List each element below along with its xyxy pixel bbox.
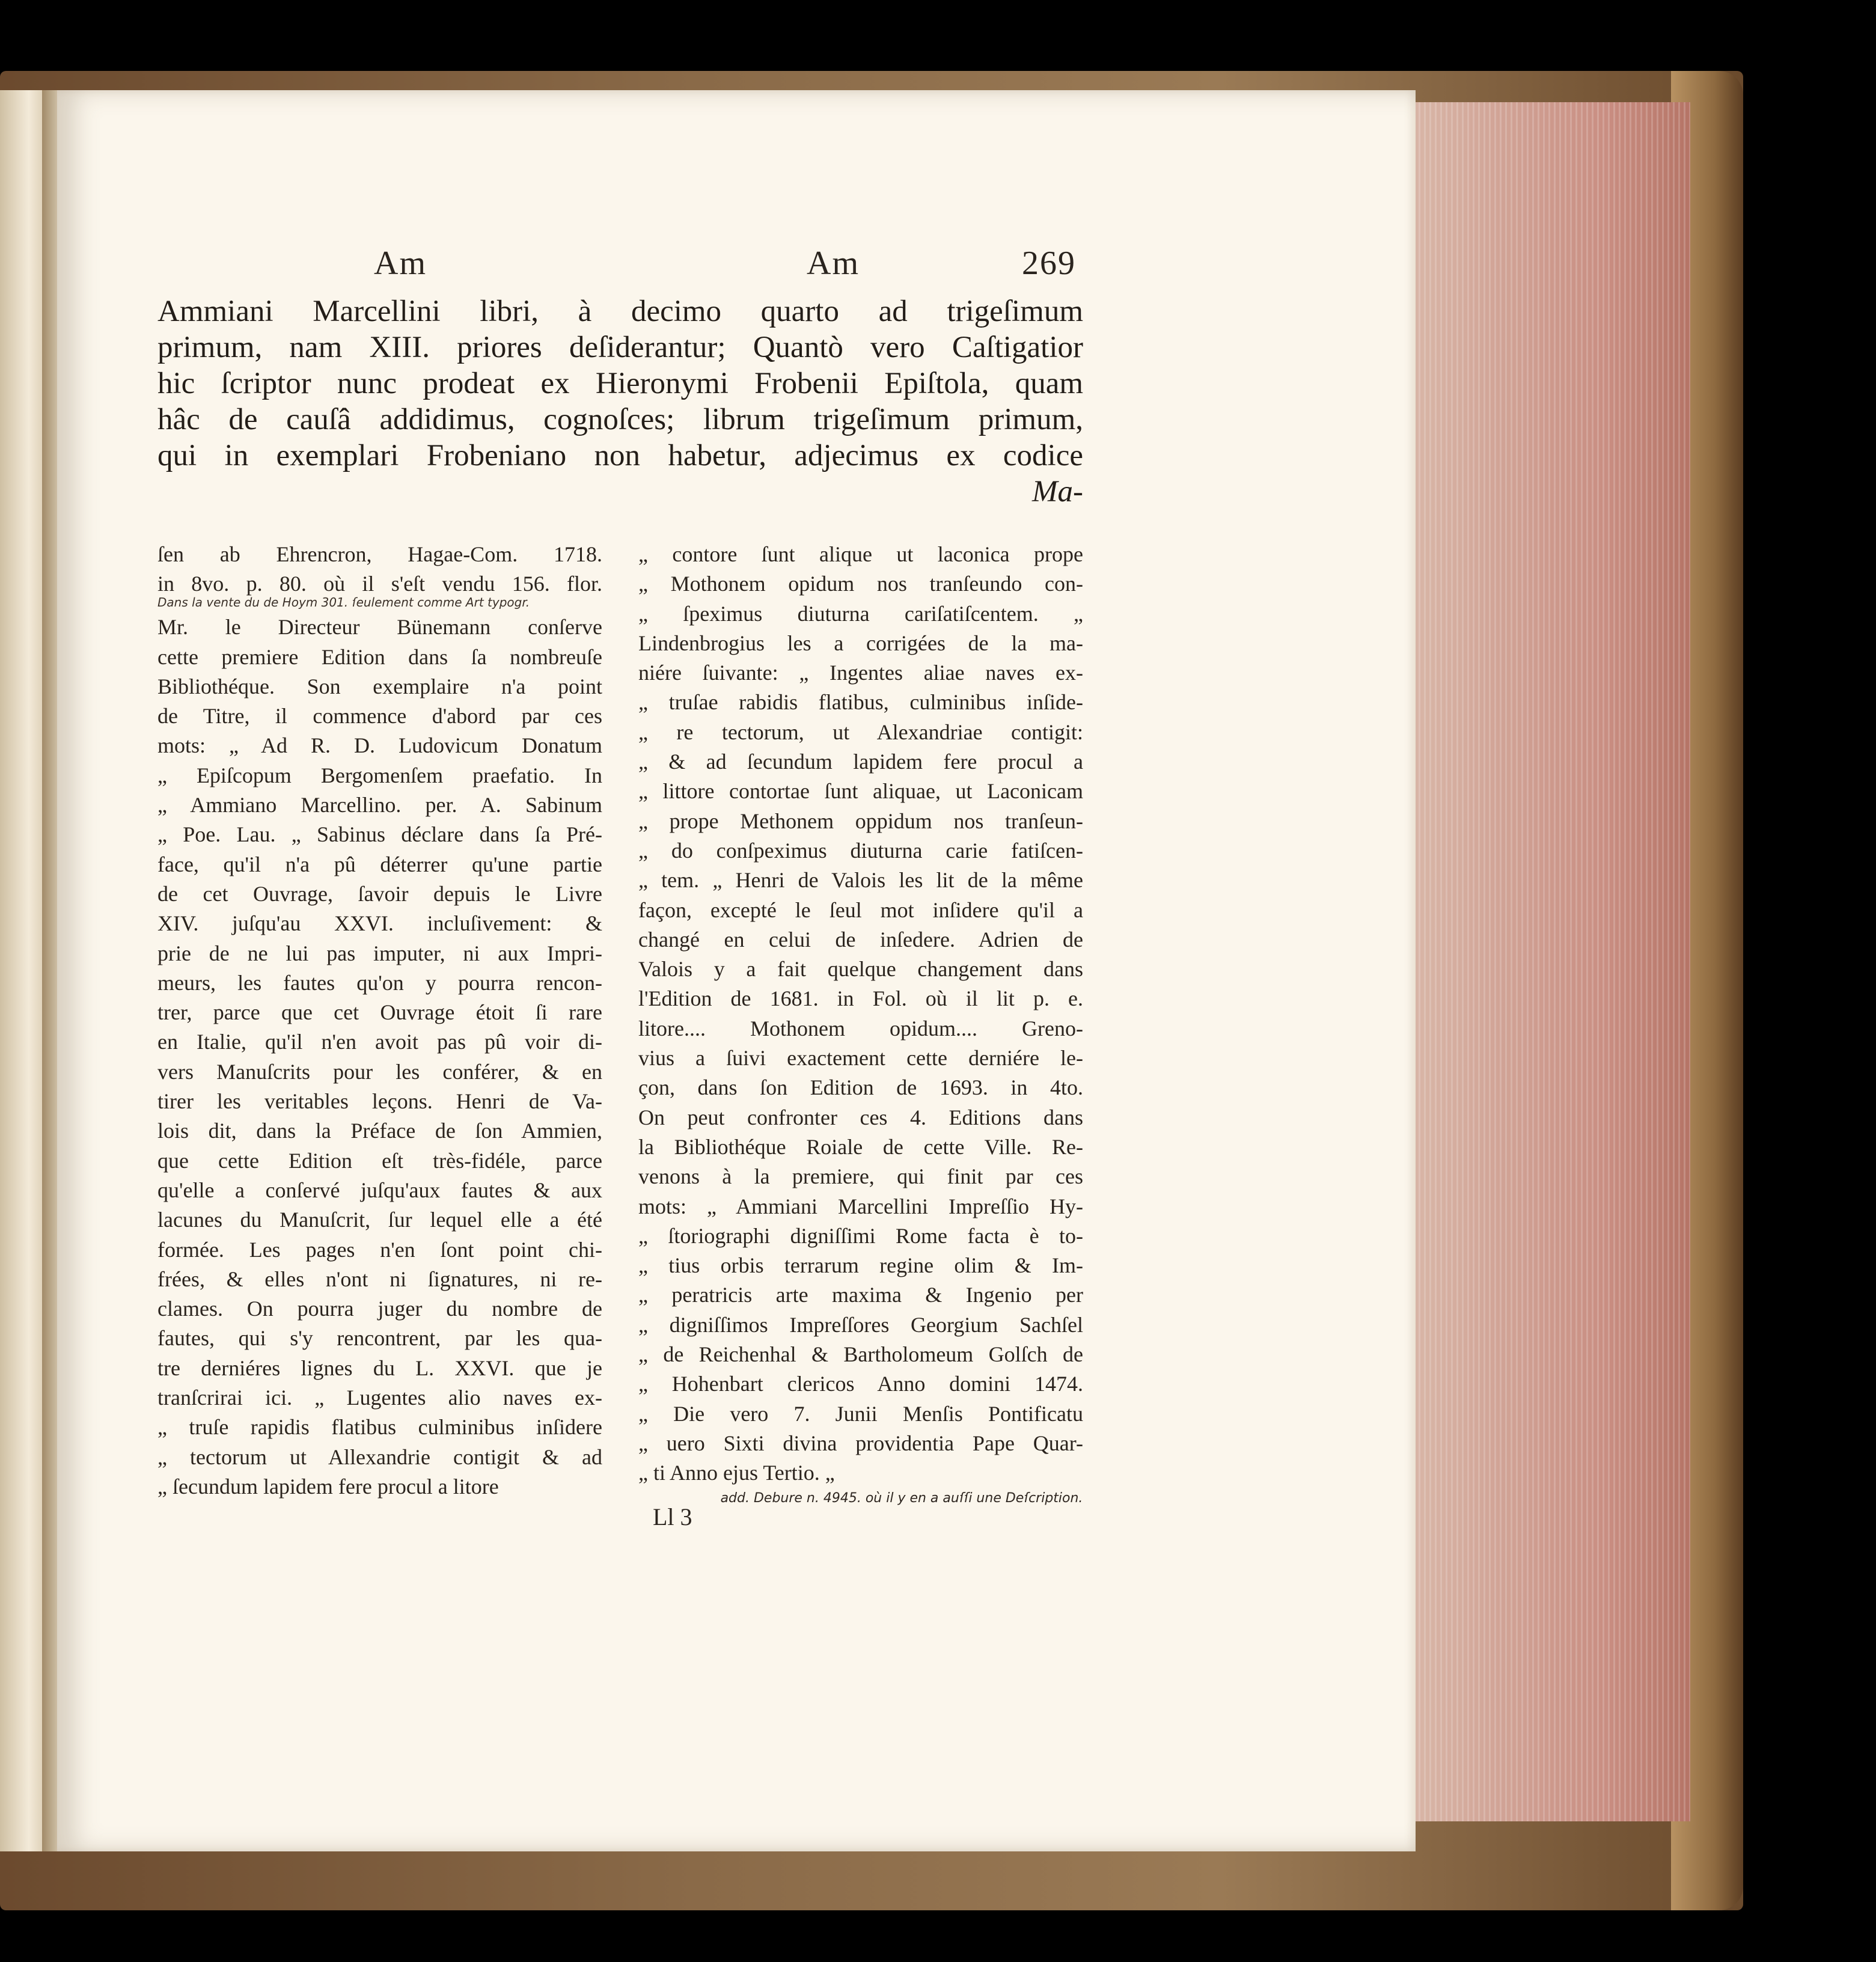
text-line: Lindenbrogius les a corrigées de la ma-: [638, 631, 1083, 655]
text-line: lacunes du Manuſcrit, ſur lequel elle a été: [157, 1208, 602, 1232]
text-line: „ re tectorum, ut Alexandriae contigit:: [638, 720, 1083, 744]
text-line: cette premiere Edition dans ſa nombreuſe: [157, 644, 602, 669]
text-line: frées, & elles n'ont ni ſignatures, ni re-: [157, 1267, 602, 1291]
page-number: 269: [1022, 245, 1076, 282]
text-line: „ de Reichenhal & Bartholomeum Golſch de: [638, 1342, 1083, 1367]
text-line: l'Edition de 1681. in Fol. où il lit p. e.: [638, 986, 1083, 1011]
text-line: „ do conſpeximus diuturna carie fatiſcen-: [638, 838, 1083, 863]
left-page-sliver: [0, 90, 48, 1851]
text-line: „ truſe rapidis flatibus culminibus inſidere: [157, 1415, 602, 1440]
text-line: çon, dans ſon Edition de 1693. in 4to.: [638, 1075, 1083, 1100]
text-line: face, qu'il n'a pû déterrer qu'une partie: [157, 852, 602, 876]
text-line: „ ſecundum lapidem fere procul a litore: [157, 1474, 499, 1499]
text-line: de Titre, il commence d'abord par ces: [157, 704, 602, 729]
text-line: „ contore ſunt alique ut laconica prope: [638, 542, 1083, 566]
text-line: vers Manuſcrits pour les conférer, & en: [157, 1059, 602, 1084]
text-line: „ peratricis arte maxima & Ingenio per: [638, 1283, 1083, 1307]
text-line: „ Epiſcopum Bergomenſem praefatio. In: [157, 763, 602, 787]
text-line: „ tectorum ut Allexandrie contigit & ad: [157, 1444, 602, 1469]
signature-mark: Ll 3: [653, 1503, 692, 1530]
text-line: „ Ammiano Marcellino. per. A. Sabinum: [157, 793, 602, 818]
text-line: „ & ad ſecundum lapidem fere procul a: [638, 750, 1083, 774]
text-line: meurs, les fautes qu'on y pourra rencon-: [157, 970, 602, 995]
text-line: „ Poe. Lau. „ Sabinus déclare dans ſa Pré-: [157, 822, 602, 847]
intro-line: Ammiani Marcellini libri, à decimo quarto ad trigeſimum: [157, 295, 1083, 328]
text-line: Bibliothéque. Son exemplaire n'a point: [157, 674, 602, 698]
text-line: changé en celui de inſedere. Adrien de: [638, 927, 1083, 952]
text-line: clames. On pourra juger du nombre de: [157, 1297, 602, 1321]
text-line: niére ſuivante: „ Ingentes aliae naves ex-: [638, 661, 1083, 685]
running-head-center: Am: [807, 245, 860, 282]
text-line: „ digniſſimos Impreſſores Georgium Sachſel: [638, 1312, 1083, 1337]
text-line: „ Die vero 7. Junii Menſis Pontificatu: [638, 1401, 1083, 1426]
text-line: in 8vo. p. 80. où il s'eſt vendu 156. flor.: [157, 572, 602, 596]
page-fore-edge: [1407, 102, 1690, 1821]
text-line: de cet Ouvrage, ſavoir depuis le Livre: [157, 881, 602, 906]
text-line: „ littore contortae ſunt aliquae, ut Laconicam: [638, 779, 1083, 804]
text-line: „ ti Anno ejus Tertio. „: [638, 1461, 835, 1485]
running-head-left: Am: [374, 245, 427, 282]
left-handwritten-note: Dans la vente du de Hoym 301. ſeulement comme Art typogr.: [157, 595, 530, 610]
text-line: ſen ab Ehrencron, Hagae-Com. 1718.: [157, 542, 602, 566]
intro-line: primum, nam XIII. priores deſiderantur; Quantò vero Caſtigatior: [157, 331, 1083, 364]
text-line: qu'elle a conſervé juſqu'aux fautes & aux: [157, 1178, 602, 1202]
text-line: que cette Edition eſt très-fidéle, parce: [157, 1148, 602, 1173]
text-line: venons à la premiere, qui finit par ces: [638, 1164, 1083, 1189]
text-line: vius a ſuivi exactement cette derniére le-: [638, 1046, 1083, 1071]
text-line: Mr. le Directeur Bünemann conſerve: [157, 615, 602, 640]
text-line: façon, excepté le ſeul mot inſidere qu'il a: [638, 897, 1083, 922]
text-line: „ Hohenbart clericos Anno domini 1474.: [638, 1372, 1083, 1396]
text-line: Valois y a fait quelque changement dans: [638, 957, 1083, 982]
text-line: fautes, qui s'y rencontrent, par les qua-: [157, 1326, 602, 1351]
text-line: „ tem. „ Henri de Valois les lit de la même: [638, 868, 1083, 893]
text-line: mots: „ Ammiani Marcellini Impreſſio Hy-: [638, 1194, 1083, 1218]
text-line: „ truſae rabidis flatibus, culminibus inſide-: [638, 690, 1083, 715]
text-line: „ uero Sixti divina providentia Pape Quar-: [638, 1431, 1083, 1455]
text-line: „ ſtoriographi digniſſimi Rome facta è to-: [638, 1223, 1083, 1248]
text-line: en Italie, qu'il n'en avoit pas pû voir di-: [157, 1030, 602, 1054]
left-column: [157, 540, 602, 1502]
intro-line: hic ſcriptor nunc prodeat ex Hieronymi Frobenii Epiſtola, quam: [157, 367, 1083, 400]
text-line: XIV. juſqu'au XXVI. incluſivement: &: [157, 911, 602, 936]
intro-line: hâc de cauſâ addidimus, cognoſces; librum trigeſimum primum,: [157, 403, 1083, 436]
text-line: „ Mothonem opidum nos tranſeundo con-: [638, 572, 1083, 596]
right-handwritten-note: add. Debure n. 4945. où il y en a auſſi une Deſcription.: [720, 1491, 1083, 1506]
text-line: tranſcrirai ici. „ Lugentes alio naves ex-: [157, 1386, 602, 1410]
text-line: prie de ne lui pas imputer, ni aux Impri-: [157, 941, 602, 965]
intro-paragraph: [157, 293, 1083, 510]
text-line: „ ſpeximus diuturna cariſatiſcentem. „: [638, 601, 1083, 626]
text-line: mots: „ Ad R. D. Ludovicum Donatum: [157, 733, 602, 758]
text-line: „ tius orbis terrarum regine olim & Im-: [638, 1253, 1083, 1278]
intro-line: qui in exemplari Frobeniano non habetur, adjecimus ex codice: [157, 439, 1083, 472]
text-line: la Bibliothéque Roiale de cette Ville. Re-: [638, 1134, 1083, 1159]
text-line: On peut confronter ces 4. Editions dans: [638, 1105, 1083, 1129]
text-line: „ prope Methonem oppidum nos tranſeun-: [638, 808, 1083, 833]
text-line: lois dit, dans la Préface de ſon Ammien,: [157, 1119, 602, 1143]
text-line: tre derniéres lignes du L. XXVI. que je: [157, 1355, 602, 1380]
text-line: formée. Les pages n'en ſont point chi-: [157, 1237, 602, 1262]
text-line: litore.... Mothonem opidum.... Greno-: [638, 1016, 1083, 1041]
intro-catchword: Ma-: [1032, 475, 1083, 509]
text-line: tirer les veritables leçons. Henri de Va-: [157, 1089, 602, 1114]
text-line: trer, parce que cet Ouvrage étoit ſi rare: [157, 1000, 602, 1025]
right-column: [638, 540, 1083, 1488]
